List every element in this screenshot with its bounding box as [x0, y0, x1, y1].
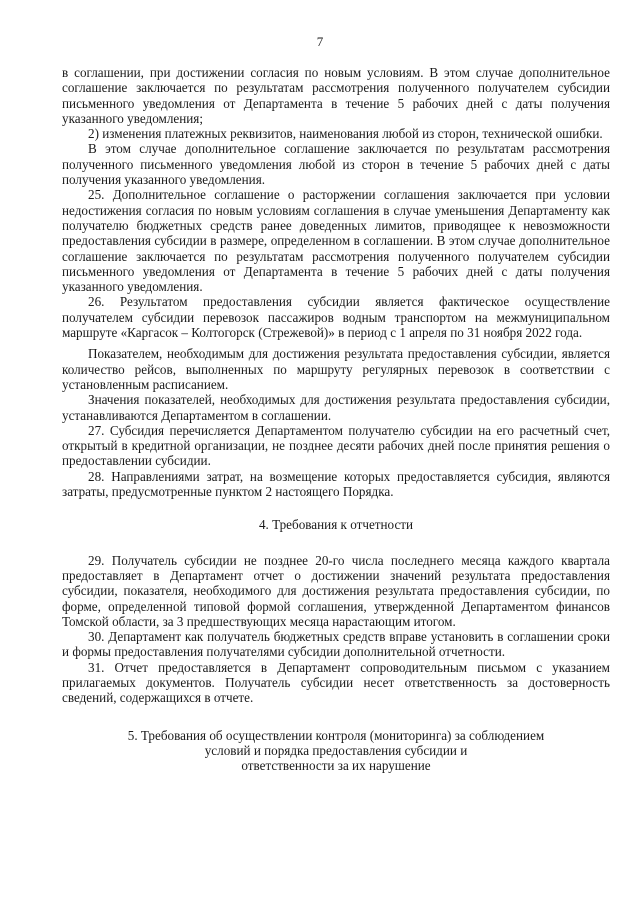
section-4-heading: 4. Требования к отчетности — [258, 517, 414, 533]
paragraph-indicator-values: Значения показателей, необходимых для достижения результата предоставления субсидии, устанавливаются Департаментом в соглашении. — [62, 392, 610, 423]
section-5-heading-line-3: ответственности за их нарушение — [241, 758, 431, 774]
section-5-heading — [62, 728, 610, 774]
paragraph-27: 27. Субсидия перечисляется Департаментом получателю субсидии на его расчетный счет, открытый в кредитной организации, не позднее десяти рабочих дней после принятия решения о предоставлении субсидии. — [62, 422, 610, 469]
paragraph-29: 29. Получатель субсидии не позднее 20-го числа последнего месяца каждого квартала предоставляет в Департамент отчет о достижении значений результата предоставления субсидии, показателя, необходимого для достижения результата предоставления субсидии, по форме, определенной типовой формой соглашения, утвержденной Департаментом финансов Томской области, за 3 предшествующих месяца нарастающим итогом. — [62, 552, 610, 629]
section-5-heading-line-1: 5. Требования об осуществлении контроля (мониторинга) за соблюдением — [127, 727, 545, 743]
paragraph-26: 26. Результатом предоставления субсидии является фактическое осуществление получателем субсидии перевозок пассажиров водным транспортом на межмуниципальном маршруте «Каргасок – Колтогорск (Стрежевой)» в период с 1 апреля по 31 ноября 2022 года. — [62, 294, 610, 341]
paragraph-25: 25. Дополнительное соглашение о расторжении соглашения заключается при условии недостижения согласия по новым условиям соглашения в случае уменьшения Департаменту как получателю бюджетных средств ранее доведенных лимитов, приводящее к невозможности предоставления субсидии в размере, определенном в соглашении. В этом случае дополнительное соглашение заключается по результатам рассмотрения полученного получателем субсидии письменного уведомления от Департамента в течение 5 рабочих дней с даты получения указанного уведомления. — [62, 187, 610, 295]
section-5-heading-line-2: условий и порядка предоставления субсидии и — [204, 742, 468, 758]
paragraph-item-2: 2) изменения платежных реквизитов, наименования любой из сторон, технической ошибки. — [88, 126, 603, 142]
paragraph-continuation: в соглашении, при достижении согласия по новым условиям. В этом случае дополнительное соглашение заключается по результатам рассмотрения полученного получателем субсидии письменного уведомления от Департамента в течение 5 рабочих дней с даты получения указанного уведомления; — [62, 65, 610, 126]
document-body — [62, 65, 610, 793]
paragraph-indicator: Показателем, необходимым для достижения результата предоставления субсидии, является количество рейсов, выполненных по маршруту регулярных перевозок в соответствии с установленным расписанием. — [62, 346, 610, 392]
paragraph-31: 31. Отчет предоставляется в Департамент сопроводительным письмом с указанием прилагаемых документов. Получатель субсидии несет ответственность за достоверность сведений, содержащихся в отчете. — [62, 659, 610, 706]
paragraph-28: 28. Направлениями затрат, на возмещение которых предоставляется субсидия, являются затраты, предусмотренные пунктом 2 настоящего Порядка. — [62, 468, 610, 500]
paragraph-30: 30. Департамент как получатель бюджетных средств вправе установить в соглашении сроки и формы предоставления получателями субсидии дополнительной отчетности. — [62, 629, 610, 660]
page-number: 7 — [316, 34, 324, 49]
paragraph-additional-agreement: В этом случае дополнительное соглашение заключается по результатам рассмотрения полученного письменного уведомления любой из сторон в течение 5 рабочих дней с даты получения указанного уведомления. — [62, 141, 610, 188]
